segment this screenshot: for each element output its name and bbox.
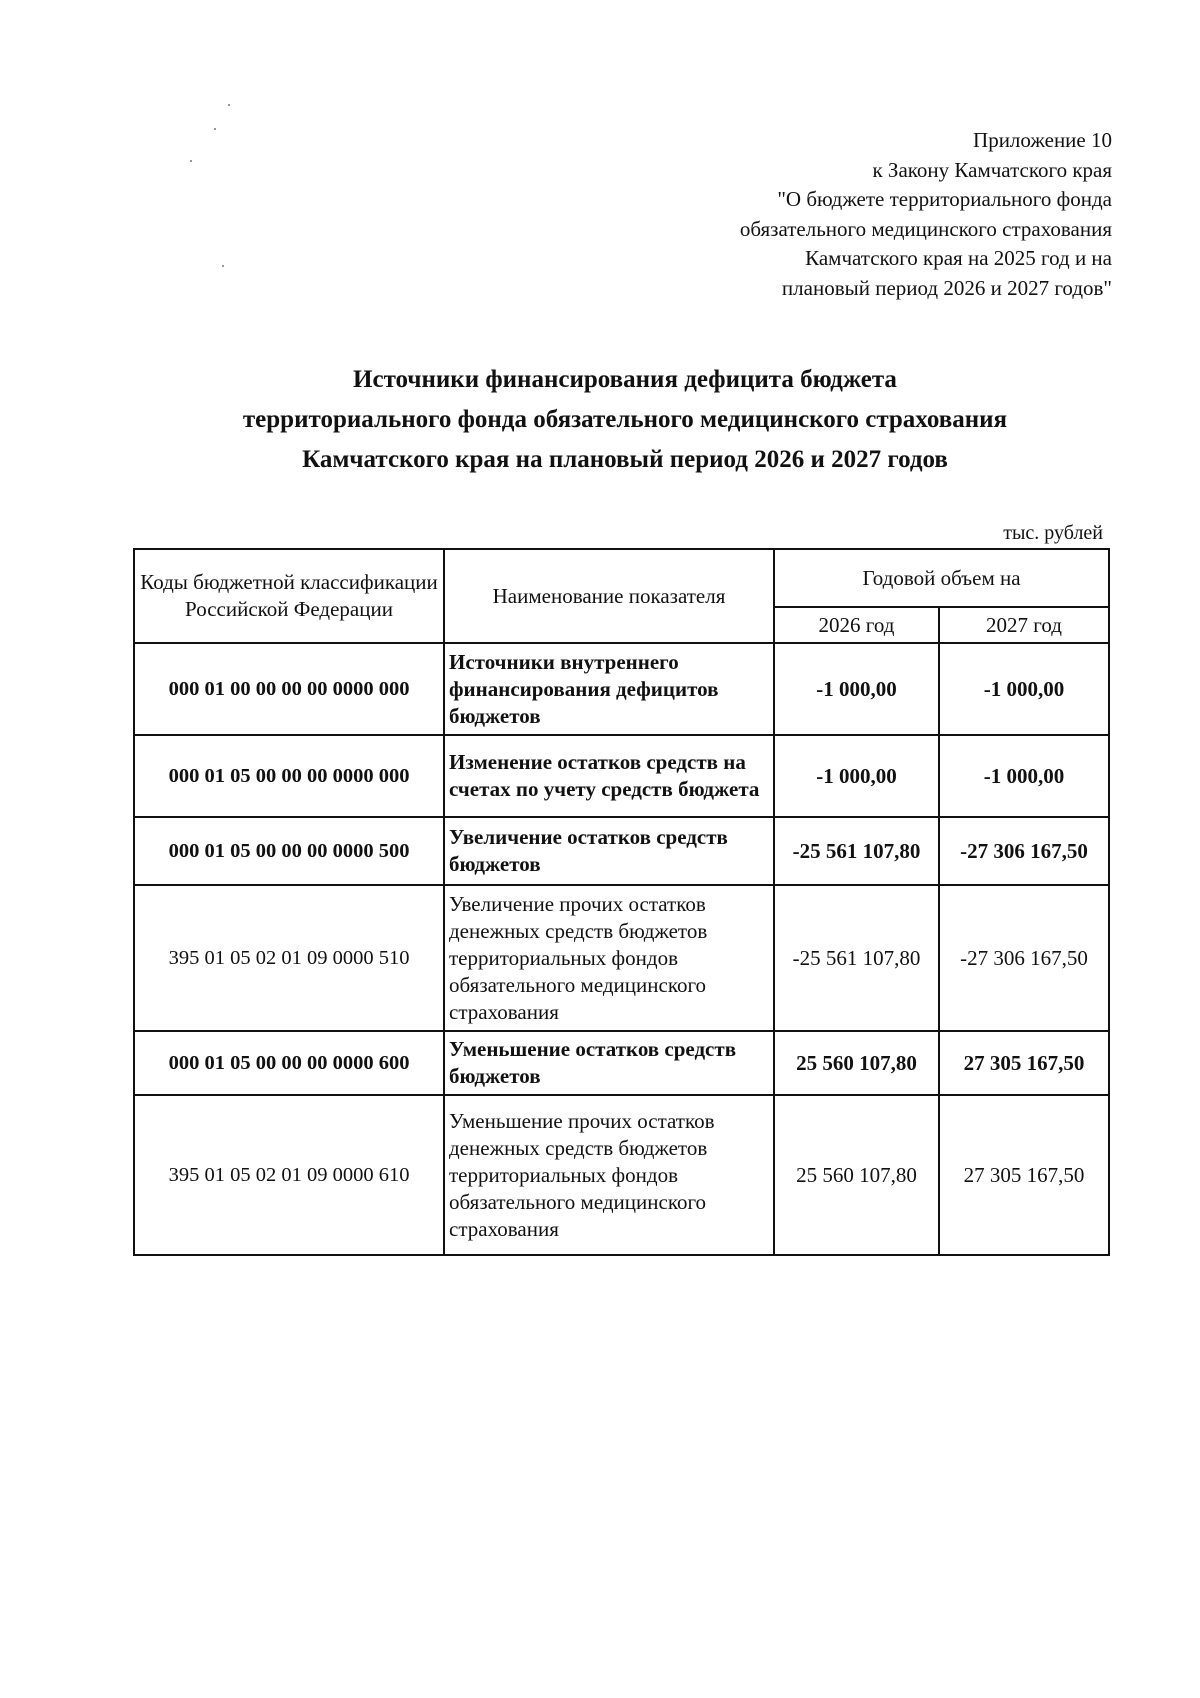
table-row xyxy=(134,643,1109,735)
header-year-2026: 2026 год xyxy=(774,607,939,643)
amount-2027-cell: -27 306 167,50 xyxy=(939,817,1109,885)
document-title xyxy=(140,360,1110,480)
financing-sources-table xyxy=(133,548,1110,1256)
amount-2026-cell: -1 000,00 xyxy=(774,735,939,817)
title-line: Источники финансирования дефицита бюджета xyxy=(353,366,897,393)
appendix-header xyxy=(740,126,1112,303)
amount-2027-cell: -1 000,00 xyxy=(939,643,1109,735)
scan-speck xyxy=(228,104,230,106)
table-row xyxy=(134,885,1109,1031)
budget-code-cell: 000 01 05 00 00 00 0000 000 xyxy=(134,735,444,817)
appendix-line: к Закону Камчатского края xyxy=(872,157,1112,182)
units-label: тыс. рублей xyxy=(1003,522,1103,544)
appendix-line: плановый период 2026 и 2027 годов" xyxy=(781,275,1112,300)
table-row xyxy=(134,1031,1109,1095)
header-codes: Коды бюджетной классификации Российской Федерации xyxy=(134,549,444,643)
appendix-line: обязательного медицинского страхования xyxy=(739,216,1112,241)
indicator-name-cell: Уменьшение прочих остатков денежных средств бюджетов территориальных фондов обязательного медицинского страхования xyxy=(444,1095,774,1255)
scan-speck xyxy=(214,128,216,130)
scan-speck xyxy=(222,265,224,267)
amount-2026-cell: 25 560 107,80 xyxy=(774,1031,939,1095)
table-row xyxy=(134,735,1109,817)
title-line: Камчатского края на плановый период 2026 и 2027 годов xyxy=(302,446,948,473)
amount-2026-cell: -25 561 107,80 xyxy=(774,817,939,885)
budget-code-cell: 395 01 05 02 01 09 0000 610 xyxy=(134,1095,444,1255)
budget-code-cell: 000 01 00 00 00 00 0000 000 xyxy=(134,643,444,735)
title-line: территориального фонда обязательного медицинского страхования xyxy=(242,406,1008,433)
indicator-name-cell: Увеличение остатков средств бюджетов xyxy=(444,817,774,885)
header-annual: Годовой объем на xyxy=(774,549,1109,607)
budget-code-cell: 395 01 05 02 01 09 0000 510 xyxy=(134,885,444,1031)
scan-speck xyxy=(190,160,192,162)
appendix-line: Камчатского края на 2025 год и на xyxy=(805,246,1112,270)
amount-2027-cell: 27 305 167,50 xyxy=(939,1095,1109,1255)
indicator-name-cell: Источники внутреннего финансирования дефицитов бюджетов xyxy=(444,643,774,735)
table-row xyxy=(134,1095,1109,1255)
amount-2026-cell: 25 560 107,80 xyxy=(774,1095,939,1255)
appendix-line: "О бюджете территориального фонда xyxy=(777,187,1112,211)
amount-2027-cell: -1 000,00 xyxy=(939,735,1109,817)
indicator-name-cell: Уменьшение остатков средств бюджетов xyxy=(444,1031,774,1095)
amount-2026-cell: -25 561 107,80 xyxy=(774,885,939,1031)
indicator-name-cell: Изменение остатков средств на счетах по учету средств бюджета xyxy=(444,735,774,817)
indicator-name-cell: Увеличение прочих остатков денежных средств бюджетов территориальных фондов обязательного медицинского страхования xyxy=(444,885,774,1031)
amount-2026-cell: -1 000,00 xyxy=(774,643,939,735)
header-name: Наименование показателя xyxy=(444,549,774,643)
budget-code-cell: 000 01 05 00 00 00 0000 500 xyxy=(134,817,444,885)
header-year-2027: 2027 год xyxy=(939,607,1109,643)
amount-2027-cell: -27 306 167,50 xyxy=(939,885,1109,1031)
amount-2027-cell: 27 305 167,50 xyxy=(939,1031,1109,1095)
budget-code-cell: 000 01 05 00 00 00 0000 600 xyxy=(134,1031,444,1095)
table-row xyxy=(134,817,1109,885)
appendix-line: Приложение 10 xyxy=(973,128,1112,152)
